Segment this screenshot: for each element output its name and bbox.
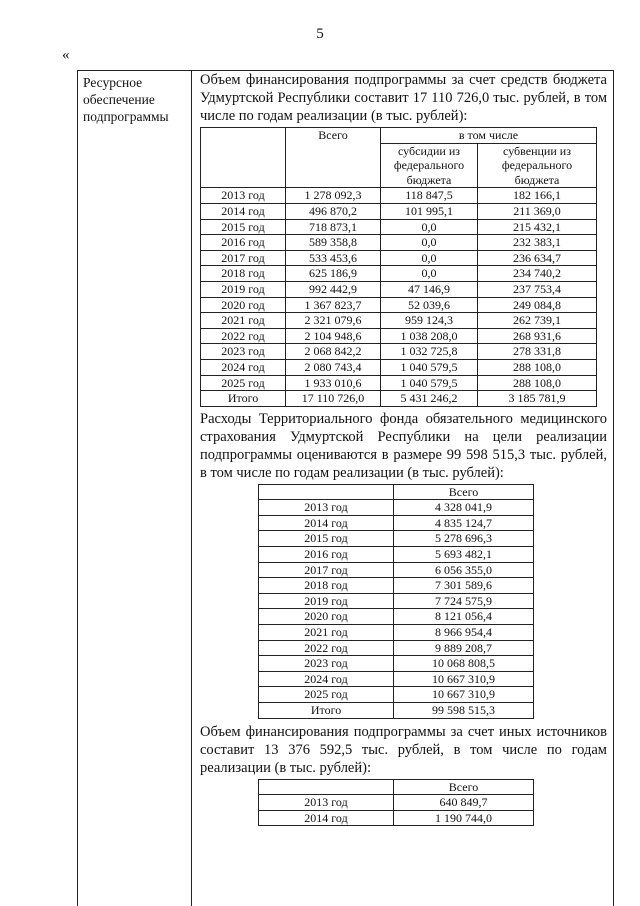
- value-cell: 7 301 589,6: [394, 578, 534, 594]
- table-row: [201, 359, 597, 375]
- value-cell: 1 038 208,0: [381, 328, 478, 344]
- value-cell: 118 847,5: [381, 188, 478, 204]
- value-cell: 2 068 842,2: [286, 344, 381, 360]
- value-cell: 10 068 808,5: [394, 656, 534, 672]
- value-cell: 1 040 579,5: [381, 359, 478, 375]
- table-row: [201, 188, 597, 204]
- oms-fund-rows: [259, 500, 534, 718]
- paragraph-regional-budget: Объем финансирования подпрограммы за счет средств бюджета Удмуртской Республики составит 17 110 726,0 тыс. рублей, в том числе по годам реализации (в тыс. рублей):: [200, 72, 607, 124]
- value-cell: 8 966 954,4: [394, 625, 534, 641]
- year-cell: 2021 год: [259, 625, 394, 641]
- oms-fund-table: [258, 484, 534, 719]
- value-cell: 1 190 744,0: [394, 810, 534, 826]
- value-cell: 1 032 725,8: [381, 344, 478, 360]
- value-cell: 10 667 310,9: [394, 687, 534, 703]
- table-row: [201, 235, 597, 251]
- table-row: [201, 344, 597, 360]
- value-cell: 17 110 726,0: [286, 391, 381, 407]
- year-cell: 2015 год: [259, 531, 394, 547]
- value-cell: 262 739,1: [478, 313, 597, 329]
- value-cell: 3 185 781,9: [478, 391, 597, 407]
- year-cell: 2022 год: [259, 640, 394, 656]
- value-cell: 589 358,8: [286, 235, 381, 251]
- value-cell: 234 740,2: [478, 266, 597, 282]
- table-row: [259, 609, 534, 625]
- value-cell: 625 186,9: [286, 266, 381, 282]
- value-cell: 6 056 355,0: [394, 562, 534, 578]
- value-cell: 278 331,8: [478, 344, 597, 360]
- table-row: [201, 375, 597, 391]
- value-cell: 5 431 246,2: [381, 391, 478, 407]
- value-cell: 992 442,9: [286, 281, 381, 297]
- value-cell: 8 121 056,4: [394, 609, 534, 625]
- value-cell: 101 995,1: [381, 203, 478, 219]
- value-cell: 268 931,6: [478, 328, 597, 344]
- value-cell: 288 108,0: [478, 375, 597, 391]
- year-cell: 2020 год: [259, 609, 394, 625]
- table-row: [259, 578, 534, 594]
- table-row: [259, 547, 534, 563]
- value-cell: 2 321 079,6: [286, 313, 381, 329]
- table-row: [259, 500, 534, 516]
- value-cell: 0,0: [381, 235, 478, 251]
- year-cell: 2025 год: [201, 375, 286, 391]
- year-cell: 2023 год: [201, 344, 286, 360]
- year-cell: 2022 год: [201, 328, 286, 344]
- year-cell: 2024 год: [201, 359, 286, 375]
- value-cell: 959 124,3: [381, 313, 478, 329]
- column-divider: [191, 71, 192, 906]
- year-cell: 2014 год: [259, 810, 394, 826]
- year-cell: 2016 год: [201, 235, 286, 251]
- resource-table: [77, 70, 614, 906]
- paragraph-other-sources: Объем финансирования подпрограммы за счет иных источников составит 13 376 592,5 тыс. рублей, в том числе по годам реализации (в тыс. рублей):: [200, 723, 607, 776]
- header-total: Всего: [394, 484, 534, 500]
- year-cell: 2021 год: [201, 313, 286, 329]
- section-content: [200, 71, 607, 826]
- value-cell: 4 328 041,9: [394, 500, 534, 516]
- value-cell: 0,0: [381, 219, 478, 235]
- other-sources-table: [258, 779, 534, 827]
- year-cell: 2020 год: [201, 297, 286, 313]
- value-cell: 249 084,8: [478, 297, 597, 313]
- year-cell: 2017 год: [201, 250, 286, 266]
- value-cell: 236 634,7: [478, 250, 597, 266]
- year-cell: 2018 год: [201, 266, 286, 282]
- value-cell: 1 933 010,6: [286, 375, 381, 391]
- table-row: [201, 391, 597, 407]
- opening-quote-mark: «: [62, 47, 70, 63]
- table-row: [259, 640, 534, 656]
- value-cell: 0,0: [381, 266, 478, 282]
- year-cell: 2016 год: [259, 547, 394, 563]
- value-cell: 99 598 515,3: [394, 703, 534, 719]
- year-cell: 2024 год: [259, 671, 394, 687]
- value-cell: 182 166,1: [478, 188, 597, 204]
- year-cell: 2014 год: [259, 515, 394, 531]
- table-row: [259, 625, 534, 641]
- value-cell: 1 278 092,3: [286, 188, 381, 204]
- value-cell: 5 278 696,3: [394, 531, 534, 547]
- regional-budget-table: [200, 127, 597, 407]
- value-cell: 1 040 579,5: [381, 375, 478, 391]
- header-year-empty: [259, 779, 394, 795]
- table-row: [259, 562, 534, 578]
- value-cell: 215 432,1: [478, 219, 597, 235]
- header-year-empty: [201, 128, 286, 188]
- year-cell: 2019 год: [201, 281, 286, 297]
- table-row: [259, 795, 534, 811]
- value-cell: 10 667 310,9: [394, 671, 534, 687]
- value-cell: 211 369,0: [478, 203, 597, 219]
- year-cell: Итого: [259, 703, 394, 719]
- table-row: [259, 671, 534, 687]
- year-cell: 2013 год: [259, 795, 394, 811]
- table-row: [201, 281, 597, 297]
- table-row: [201, 328, 597, 344]
- header-federal-subventions: субвенции из федерального бюджета: [478, 143, 597, 188]
- year-cell: 2019 год: [259, 593, 394, 609]
- table-row: [201, 219, 597, 235]
- table-row: [201, 313, 597, 329]
- table-row: [259, 515, 534, 531]
- year-cell: 2025 год: [259, 687, 394, 703]
- year-cell: 2023 год: [259, 656, 394, 672]
- header-federal-subsidies: субсидии из федерального бюджета: [381, 143, 478, 188]
- table-row: [259, 593, 534, 609]
- table-row: [259, 703, 534, 719]
- section-label: Ресурсное обеспечение подпрограммы: [83, 75, 169, 124]
- other-sources-rows: [259, 795, 534, 826]
- paragraph-oms-fund: Расходы Территориального фонда обязательного медицинского страхования Удмуртской Республики на цели реализации подпрограммы оцениваются в размере 99 598 515,3 тыс. рублей, в том числе по годам реализации (в тыс. рублей):: [200, 410, 607, 481]
- header-total: Всего: [286, 128, 381, 188]
- value-cell: 232 383,1: [478, 235, 597, 251]
- value-cell: 0,0: [381, 250, 478, 266]
- table-row: [259, 531, 534, 547]
- value-cell: 52 039,6: [381, 297, 478, 313]
- year-cell: 2013 год: [259, 500, 394, 516]
- value-cell: 2 104 948,6: [286, 328, 381, 344]
- value-cell: 288 108,0: [478, 359, 597, 375]
- value-cell: 533 453,6: [286, 250, 381, 266]
- table-row: [259, 656, 534, 672]
- value-cell: 237 753,4: [478, 281, 597, 297]
- page-number: 5: [316, 26, 324, 42]
- header-total: Всего: [394, 779, 534, 795]
- value-cell: 718 873,1: [286, 219, 381, 235]
- year-cell: Итого: [201, 391, 286, 407]
- table-row: [259, 687, 534, 703]
- table-row: [201, 250, 597, 266]
- regional-budget-rows: [201, 188, 597, 406]
- value-cell: 5 693 482,1: [394, 547, 534, 563]
- value-cell: 9 889 208,7: [394, 640, 534, 656]
- year-cell: 2015 год: [201, 219, 286, 235]
- table-row: [259, 810, 534, 826]
- table-row: [201, 297, 597, 313]
- value-cell: 640 849,7: [394, 795, 534, 811]
- table-row: [201, 203, 597, 219]
- value-cell: 7 724 575,9: [394, 593, 534, 609]
- table-row: [201, 266, 597, 282]
- value-cell: 1 367 823,7: [286, 297, 381, 313]
- value-cell: 2 080 743,4: [286, 359, 381, 375]
- header-including: в том числе: [381, 128, 597, 144]
- header-year-empty: [259, 484, 394, 500]
- value-cell: 4 835 124,7: [394, 515, 534, 531]
- year-cell: 2014 год: [201, 203, 286, 219]
- year-cell: 2013 год: [201, 188, 286, 204]
- year-cell: 2018 год: [259, 578, 394, 594]
- value-cell: 496 870,2: [286, 203, 381, 219]
- value-cell: 47 146,9: [381, 281, 478, 297]
- year-cell: 2017 год: [259, 562, 394, 578]
